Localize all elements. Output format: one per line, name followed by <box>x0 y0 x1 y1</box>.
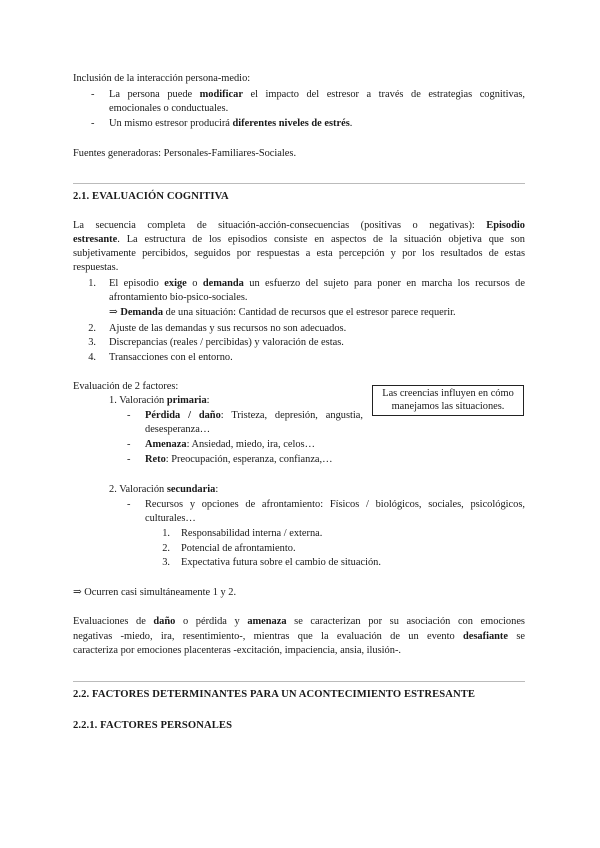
list-number: 3. <box>88 337 96 348</box>
section-divider <box>73 183 525 184</box>
list-item-1-line2: afrontamiento bio-psico-sociales. <box>109 292 248 303</box>
sub-list-item-3: Expectativa futura sobre el cambio de situación. <box>181 557 381 568</box>
list-item-4: Transacciones con el entorno. <box>109 352 233 363</box>
sources-line: Fuentes generadoras: Personales-Familiares-Sociales. <box>73 148 297 159</box>
para-line3: subjetivamente percibidos, seguidos por respuestas a esta percepción y por los resultados de estas <box>73 248 525 259</box>
intro-heading: Inclusión de la interacción persona-medio: <box>73 73 251 84</box>
para-line1: La secuencia completa de situación-acción-consecuencias (positivas o negativas): Episodio <box>73 220 525 231</box>
secondary-heading: 2. Valoración secundaria: <box>109 484 219 495</box>
secondary-item-line1: Recursos y opciones de afrontamiento: Físicos / biológicos, sociales, psicológicos, <box>145 499 525 510</box>
para-line2: estresante. La estructura de los episodios consiste en aspectos de la situación objetiva que son <box>73 234 525 245</box>
bullet-dash: - <box>91 118 95 129</box>
secondary-item-line2: culturales… <box>145 513 196 524</box>
bullet-dash: - <box>91 89 95 100</box>
simultaneous-note: ⇒ Ocurren casi simultáneamente 1 y 2. <box>73 587 237 598</box>
sub-list-number: 3. <box>162 557 170 568</box>
bullet-dash: - <box>127 410 131 421</box>
demand-note: ⇒ Demanda de una situación: Cantidad de recursos que el estresor parece requerir. <box>109 307 456 318</box>
sub-list-item-1: Responsabilidad interna / externa. <box>181 528 323 539</box>
list-item-2: Ajuste de las demandas y sus recursos no son adecuados. <box>109 323 347 334</box>
sub-list-number: 2. <box>162 543 170 554</box>
note-box <box>372 385 524 416</box>
bullet-dash: - <box>127 439 131 450</box>
intro-bullet-1-line1: La persona puede modificar el impacto del estresor a través de estrategias cognitivas, <box>109 89 526 100</box>
evaluation-heading: Evaluación de 2 factores: <box>73 381 179 392</box>
section-divider <box>73 681 525 682</box>
primary-item-1-line2: desesperanza… <box>145 424 211 435</box>
sub-list-number: 1. <box>162 528 170 539</box>
note-box-line2: manejamos las situaciones. <box>391 401 505 413</box>
intro-bullet-1-line2: emocionales o conductuales. <box>109 103 229 114</box>
primary-heading: 1. Valoración primaria: <box>109 395 210 406</box>
list-item-1-line1: El episodio exige o demanda un esfuerzo del sujeto para poner en marcha los recursos de <box>109 278 525 289</box>
list-number: 1. <box>88 278 96 289</box>
closing-line2: negativas -miedo, ira, resentimiento-, mientras que la evaluación de un evento desafiante se <box>73 631 525 642</box>
subsection-title: 2.2.1. FACTORES PERSONALES <box>73 720 233 731</box>
primary-item-1-line1: Pérdida / daño: Tristeza, depresión, angustia, <box>145 410 363 421</box>
primary-item-2: Amenaza: Ansiedad, miedo, ira, celos… <box>145 439 315 450</box>
primary-item-3: Reto: Preocupación, esperanza, confianza,… <box>145 454 333 465</box>
section-title: 2.2. FACTORES DETERMINANTES PARA UN ACONTECIMIENTO ESTRESANTE <box>73 689 476 700</box>
bullet-dash: - <box>127 454 131 465</box>
note-box-line1: Las creencias influyen en cómo <box>382 388 514 399</box>
para-line4: respuestas. <box>73 262 119 273</box>
intro-bullet-2: Un mismo estresor producirá diferentes niveles de estrés. <box>109 118 353 129</box>
closing-line1: Evaluaciones de daño o pérdida y amenaza se caracterizan por su asociación con emociones <box>73 616 525 627</box>
list-item-3: Discrepancias (reales / percibidas) y valoración de estas. <box>109 337 344 348</box>
section-title: 2.1. EVALUACIÓN COGNITIVA <box>73 191 229 202</box>
closing-line3: caracteriza por emociones placenteras -excitación, impaciencia, ansia, ilusión-. <box>73 645 402 656</box>
bullet-dash: - <box>127 499 131 510</box>
sub-list-item-2: Potencial de afrontamiento. <box>181 543 296 554</box>
list-number: 4. <box>88 352 96 363</box>
list-number: 2. <box>88 323 96 334</box>
